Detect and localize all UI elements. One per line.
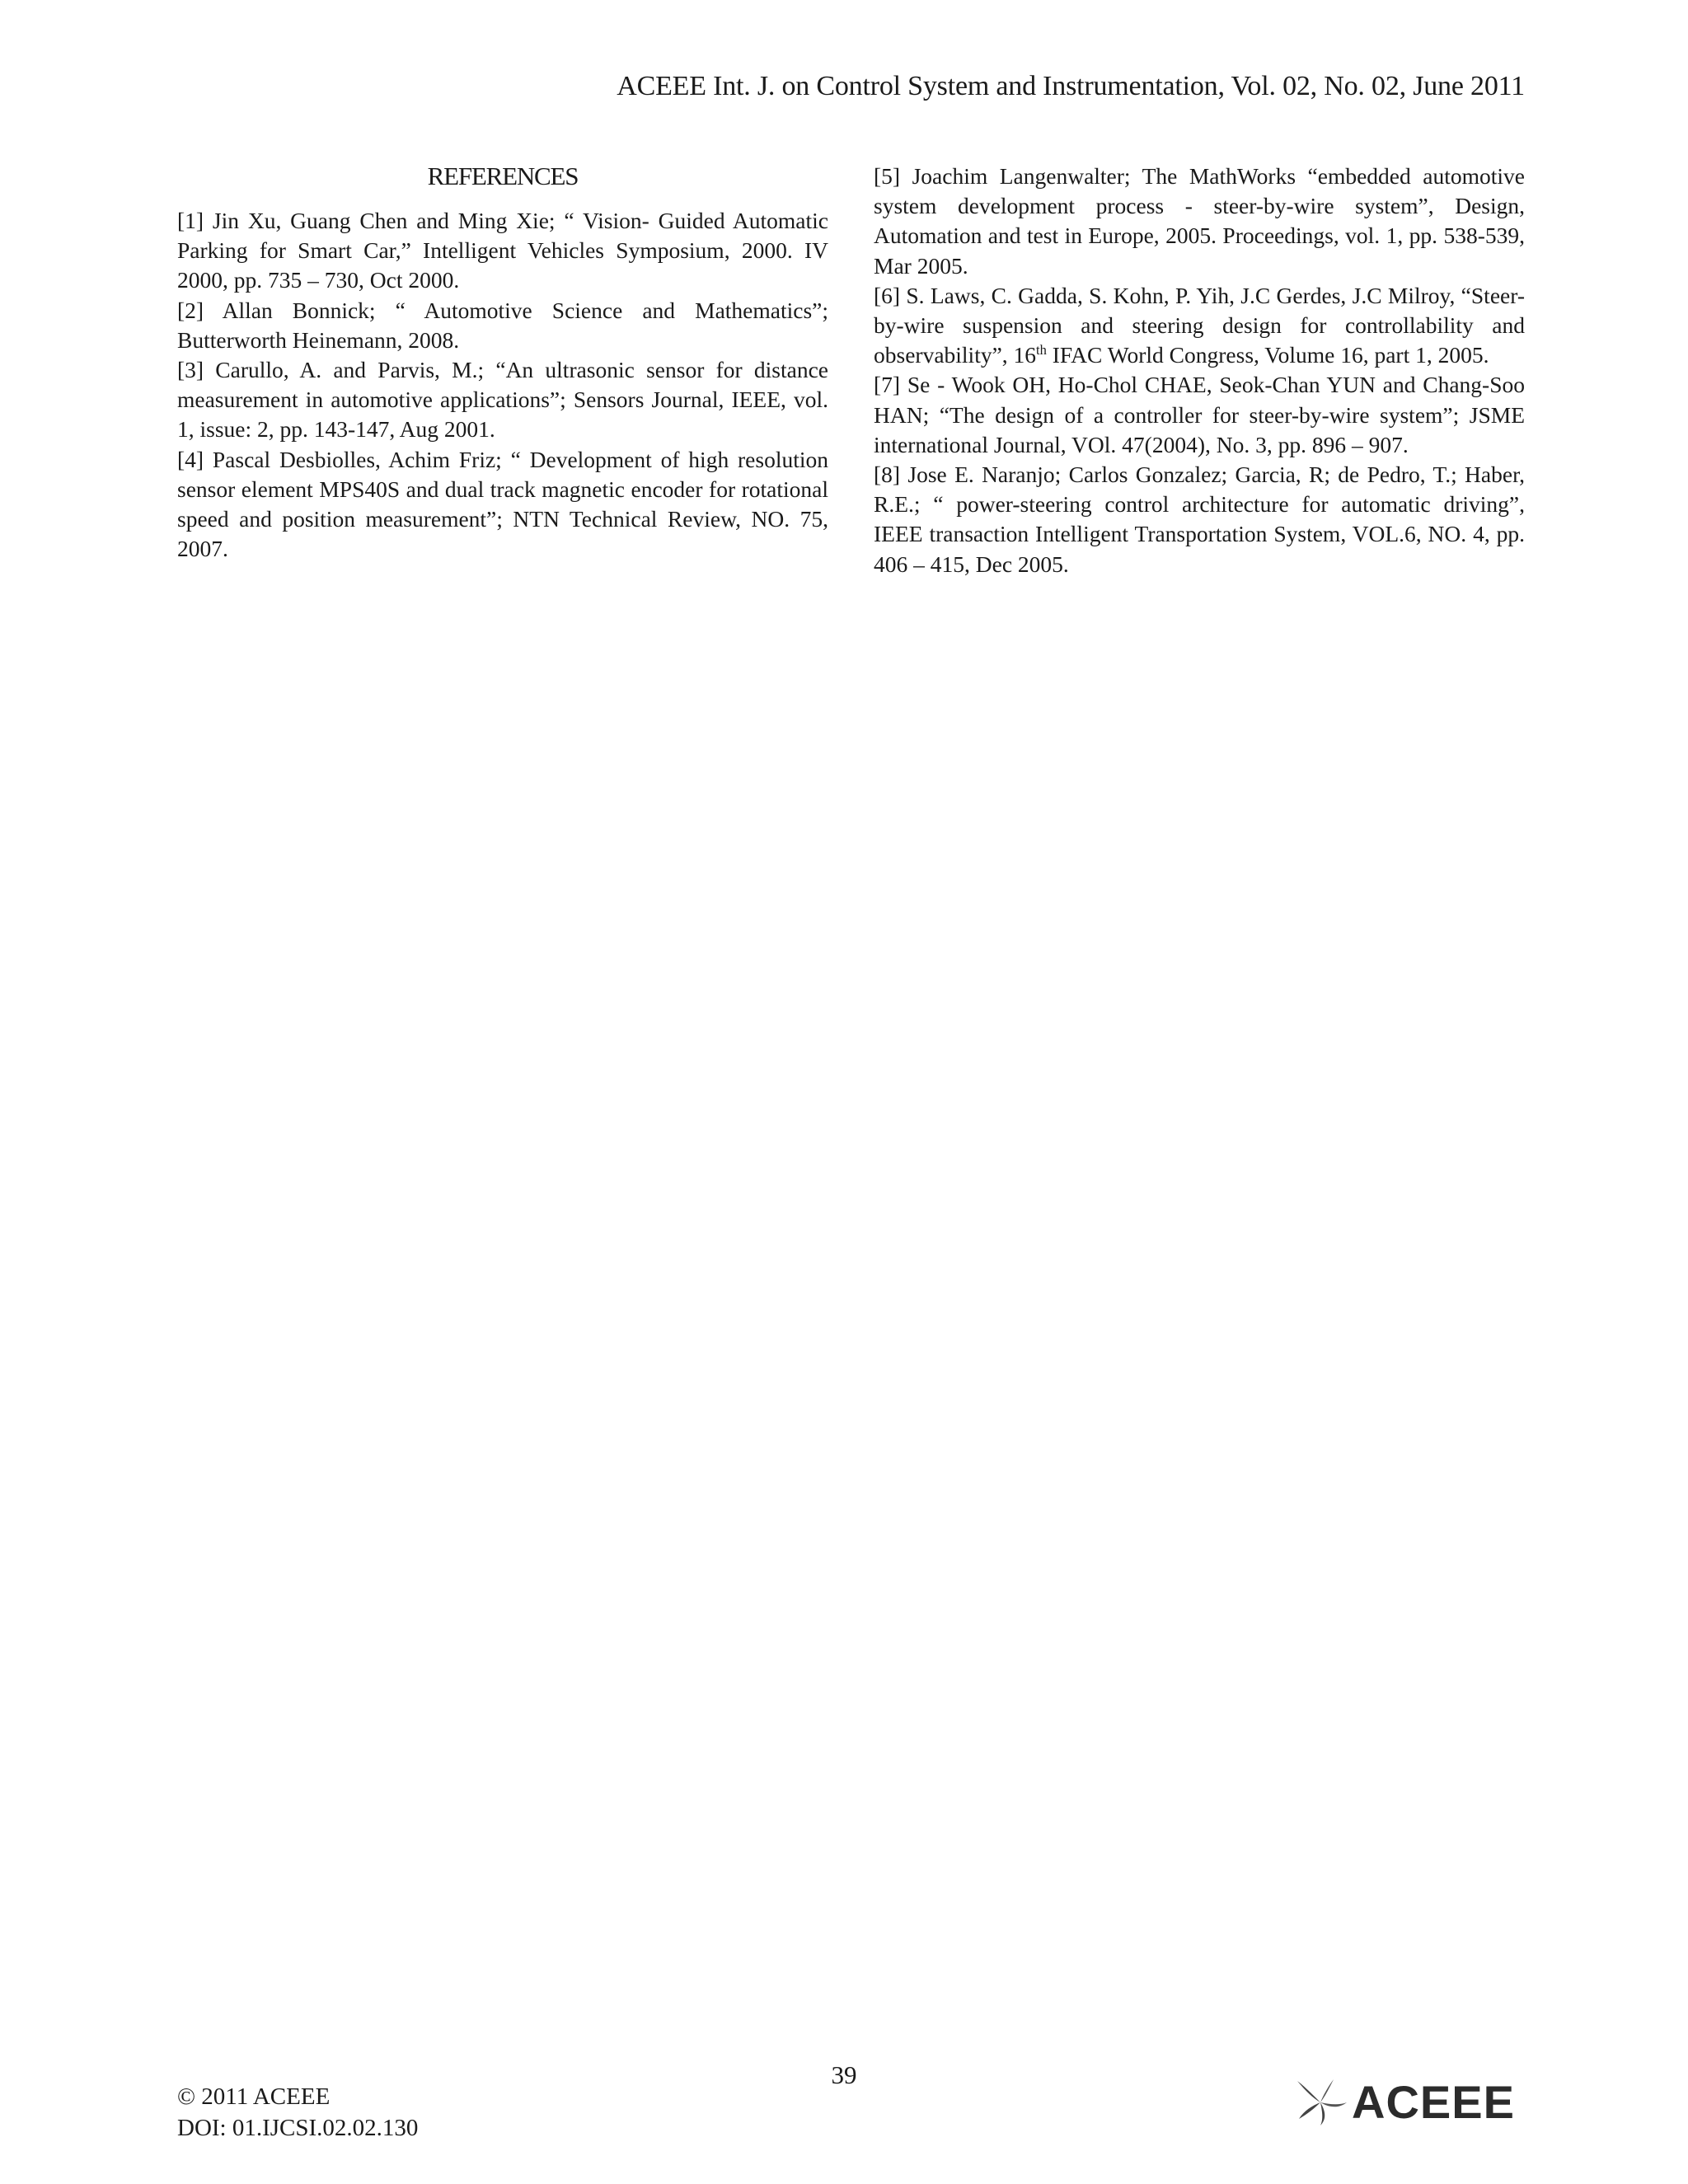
reference-item-7: [7] Se - Wook OH, Ho-Chol CHAE, Seok-Chan YUN and Chang-Soo HAN; “The design of a controller for steer-by-wire system”; JSME international Journal, VOl. 47(2004), No. 3, pp. 896 – 907. xyxy=(874,372,1525,457)
reference-6-text-end: IFAC World Congress, Volume 16, part 1, 2005. xyxy=(1046,342,1489,368)
references-heading: REFERENCES xyxy=(427,162,579,190)
reference-item-5: [5] Joachim Langenwalter; The MathWorks “embedded automotive system development process - steer-by-wire system”, Design, Automation and test in Europe, 2005. Proceedings, vol. 1, pp. 538-539, Mar 2005. xyxy=(874,163,1525,279)
reference-item-1: [1] Jin Xu, Guang Chen and Ming Xie; “ Vision- Guided Automatic Parking for Smart Car,” Intelligent Vehicles Symposium, 2000. IV 2000, pp. 735 – 730, Oct 2000. xyxy=(177,208,828,293)
running-header: ACEEE Int. J. on Control System and Instrumentation, Vol. 02, No. 02, June 2011 xyxy=(617,71,1525,101)
reference-item-8: [8] Jose E. Naranjo; Carlos Gonzalez; Garcia, R; de Pedro, T.; Haber, R.E.; “ power-steering control architecture for automatic driving”, IEEE transaction Intelligent Transportation System, VOL.6, NO. 4, pp. 406 – 415, Dec 2005. xyxy=(874,462,1525,577)
aceee-logo xyxy=(1296,2075,1515,2129)
aceee-logo-text: ACEEE xyxy=(1352,2076,1515,2128)
references-left-column xyxy=(177,162,828,564)
reference-item-6 xyxy=(874,281,1525,371)
reference-item-4: [4] Pascal Desbiolles, Achim Friz; “ Development of high resolution sensor element MPS40S and dual track magnetic encoder for rotational speed and position measurement”; NTN Technical Review, NO. 75, 2007. xyxy=(177,446,828,562)
footer-left xyxy=(177,2081,418,2144)
copyright-notice: © 2011 ACEEE xyxy=(177,2083,331,2110)
references-right-column xyxy=(874,162,1525,579)
reference-6-superscript: th xyxy=(1036,342,1047,359)
aceee-star-logo-icon xyxy=(1296,2078,1348,2127)
reference-item-2: [2] Allan Bonnick; “ Automotive Science and Mathematics”; Butterworth Heinemann, 2008. xyxy=(177,297,828,353)
doi-label: DOI: 01.IJCSI.02.02.130 xyxy=(177,2115,419,2141)
reference-6-text-start: [6] S. Laws, C. Gadda, S. Kohn, P. Yih, J.C Gerdes, J.C Milroy, “Steer-by-wire suspension and steering design for controllability and observability”, 16 xyxy=(874,282,1525,368)
page-number: 39 xyxy=(831,2060,857,2089)
reference-item-3: [3] Carullo, A. and Parvis, M.; “An ultrasonic sensor for distance measurement in automotive applications”; Sensors Journal, IEEE, vol. 1, issue: 2, pp. 143-147, Aug 2001. xyxy=(177,357,828,443)
